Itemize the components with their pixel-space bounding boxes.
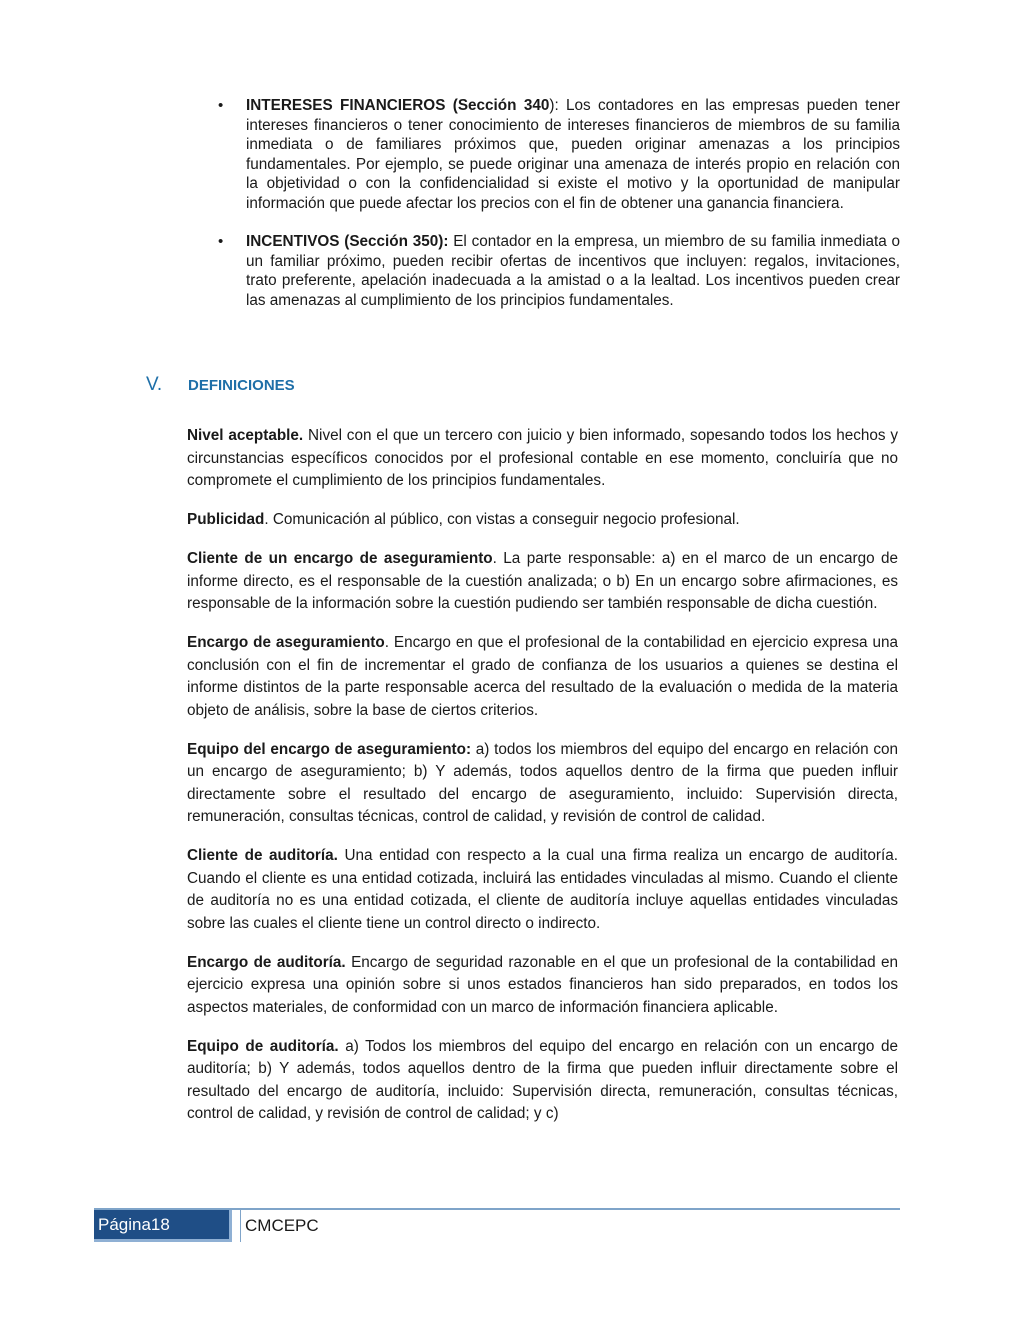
bullet-body: El contador en la empresa, un miembro de su familia inmediata o un familiar próximo, pueden recibir ofertas de incentivos que incluyen: regalos, invitaciones, trato preferente, apelación inadecuada a la amistad o a la lealtad. Los incentivos pueden crear las amenazas al cumplimiento de los principios fundamentales. (246, 233, 900, 309)
definition-term: Equipo de auditoría. (187, 1037, 339, 1055)
bullet-term: INTERESES FINANCIEROS (Sección 340 (246, 97, 550, 114)
page-number-tab: Página18 (94, 1210, 232, 1242)
bullet-body: ): Los contadores en las empresas pueden tener intereses financieros o tener conocimiento de intereses financieros de miembros de su familia inmediata o de familiares próximos que, pueden originar amenazas a los principios fundamentales. Por ejemplo, se puede originar una amenaza de interés propio en relación con la objetividad o con la confidencialidad si existe el motivo y la oportunidad de manipular información que puede afectar los precios con el fin de obtener una ganancia financiera. (246, 97, 900, 212)
bullet-term: INCENTIVOS (Sección 350): (246, 233, 449, 250)
definition-term: Cliente de un encargo de aseguramiento (187, 550, 493, 567)
definition-cliente-encargo-aseguramiento (187, 548, 898, 616)
definition-nivel-aceptable (187, 425, 898, 493)
definition-equipo-auditoria (187, 1036, 898, 1126)
section-heading (146, 374, 295, 396)
definition-term: Publicidad (187, 511, 265, 528)
definition-publicidad (187, 509, 898, 532)
page-footer (94, 1208, 900, 1242)
bullet-item-intereses-financieros (218, 96, 900, 213)
bullet-list (218, 96, 900, 329)
definition-encargo-auditoria (187, 952, 898, 1020)
definition-encargo-aseguramiento (187, 632, 898, 722)
bullet-icon: • (218, 233, 224, 250)
definition-equipo-encargo-aseguramiento (187, 739, 898, 829)
definition-body: . La parte responsable: a) en el marco de un encargo de informe directo, es el responsable de la cuestión analizada; o b) En un encargo sobre afirmaciones, es responsable de la información sobre la cuestión pudiendo ser también responsable de dicha cuestión. (187, 550, 898, 612)
definition-cliente-auditoria (187, 845, 898, 935)
footer-brand: CMCEPC (240, 1210, 319, 1242)
definition-body: Una entidad con respecto a la cual una firma realiza un encargo de auditoría. Cuando el cliente es una entidad cotizada, incluirá las entidades vinculadas al mismo. Cuando el cliente de auditoría no es una entidad cotizada, el cliente de auditoría incluye aquellas entidades vinculadas sobre las cuales el cliente tiene un control directo o indirecto. (187, 847, 898, 932)
bullet-paragraph (246, 96, 900, 213)
definitions-list (187, 425, 898, 1142)
definition-term: Encargo de aseguramiento (187, 634, 385, 651)
definition-term: Cliente de auditoría. (187, 847, 338, 864)
definition-body: a) Todos los miembros del equipo del encargo en relación con un encargo de auditoría; b) Y además, todos aquellos dentro de la firma que pueden influir directamente sobre el resultado del encargo de auditoría, incluido: Supervisión directa, remuneración, consultas técnicas, control de calidad, y revisión de control de calidad; y c) (187, 1037, 898, 1122)
section-title: DEFINICIONES (188, 377, 295, 394)
section-numeral: V. (146, 374, 163, 395)
bullet-paragraph (246, 232, 900, 310)
definition-term: Equipo del encargo de aseguramiento: (187, 740, 472, 758)
definition-body: . Encargo en que el profesional de la contabilidad en ejercicio expresa una conclusión con el fin de incrementar el grado de confianza de los usuarios a quienes se destina el informe distintos de la parte responsable acerca del resultado de la evaluación o medida de la materia objeto de análisis, sobre la base de ciertos criterios. (187, 634, 898, 719)
definition-body: Nivel con el que un tercero con juicio y bien informado, sopesando todos los hechos y circunstancias específicos conocidos por el profesional contable en ese momento, concluiría que no compromete el cumplimiento de los principios fundamentales. (187, 427, 898, 489)
definition-term: Nivel aceptable. (187, 427, 304, 444)
definition-body: a) todos los miembros del equipo del encargo en relación con un encargo de aseguramiento; b) Y además, todos aquellos dentro de la firma que pueden influir directamente sobre el resultado del encargo de aseguramiento, incluido: Supervisión directa, remuneración, consultas técnicas, control de calidad, y revisión de control de calidad. (187, 740, 898, 825)
bullet-item-incentivos (218, 232, 900, 310)
definition-body: Encargo de seguridad razonable en el que un profesional de la contabilidad en ejercicio expresa una opinión sobre si unos estados financieros han sido preparados, en todos los aspectos materiales, de conformidad con un marco de información financiera aplicable. (187, 953, 898, 1016)
definition-body: . Comunicación al público, con vistas a conseguir negocio profesional. (264, 511, 740, 528)
definition-term: Encargo de auditoría. (187, 953, 346, 971)
bullet-icon: • (218, 97, 224, 114)
